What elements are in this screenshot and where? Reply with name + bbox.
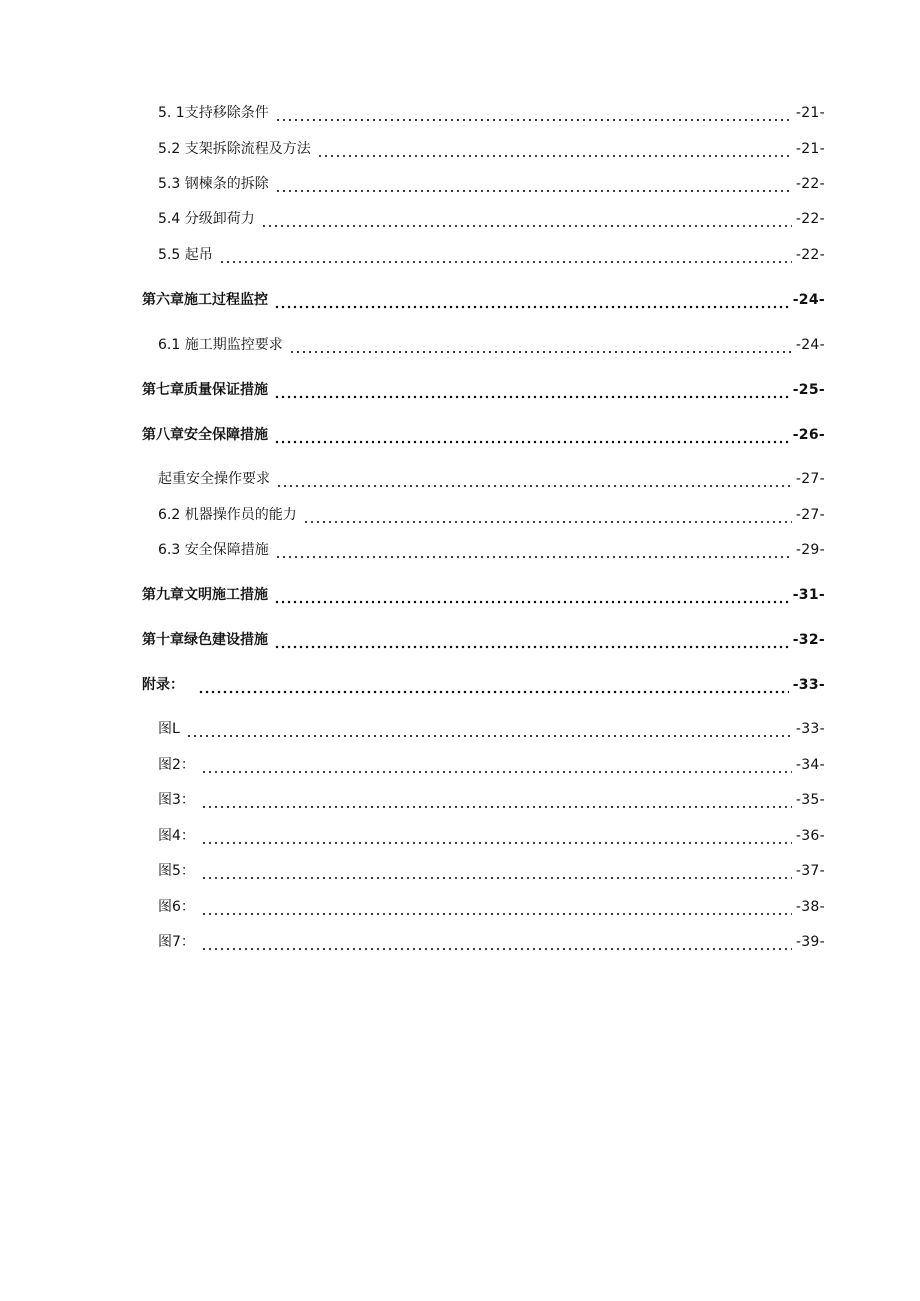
toc-entry-label: 图4： — [158, 828, 195, 844]
toc-chapter-entry[interactable] — [0, 288, 920, 310]
toc-entry-page: -38- — [795, 899, 825, 915]
toc-entry-page: -34- — [795, 757, 825, 773]
toc-chapter-page: -31- — [792, 587, 825, 603]
toc-entry-label: 图3： — [158, 792, 195, 808]
toc-entry-label: 图L — [158, 721, 180, 737]
toc-chapter-entry[interactable] — [0, 583, 920, 605]
toc-entry[interactable] — [0, 137, 920, 159]
toc-chapter-label: 第九章文明施工措施 — [142, 587, 268, 603]
toc-appendix-entry[interactable] — [0, 673, 920, 695]
toc-entry[interactable] — [0, 467, 920, 489]
toc-leader-dots — [317, 139, 792, 159]
toc-entry[interactable] — [0, 930, 920, 952]
toc-chapter-page: -24- — [792, 292, 825, 308]
toc-entry-page: -27- — [795, 471, 825, 487]
toc-entry-page: -21- — [795, 141, 825, 157]
toc-leader-dots — [201, 755, 792, 775]
toc-chapter-page: -25- — [792, 382, 825, 398]
toc-entry-page: -37- — [795, 863, 825, 879]
toc-chapter-entry[interactable] — [0, 378, 920, 400]
toc-leader-dots — [276, 469, 792, 489]
toc-leader-dots — [275, 174, 792, 194]
toc-entry-label: 5.2 支架拆除流程及方法 — [158, 141, 311, 157]
toc-leader-dots — [303, 505, 792, 525]
toc-entry[interactable] — [0, 172, 920, 194]
toc-leader-dots — [274, 630, 789, 650]
toc-entry[interactable] — [0, 788, 920, 810]
toc-chapter-page: -32- — [792, 632, 825, 648]
toc-entry-page: -22- — [795, 247, 825, 263]
toc-entry[interactable] — [0, 753, 920, 775]
toc-chapter-label: 附录： — [142, 677, 184, 693]
toc-entry-page: -35- — [795, 792, 825, 808]
toc-chapter-page: -26- — [792, 427, 825, 443]
toc-entry[interactable] — [0, 243, 920, 265]
toc-entry[interactable] — [0, 207, 920, 229]
toc-leader-dots — [201, 826, 792, 846]
toc-entry-page: -33- — [795, 721, 825, 737]
toc-entry-label: 图5： — [158, 863, 195, 879]
toc-chapter-entry[interactable] — [0, 423, 920, 445]
toc-leader-dots — [274, 380, 789, 400]
toc-entry-label: 起重安全操作要求 — [158, 471, 270, 487]
toc-chapter-page: -33- — [792, 677, 825, 693]
toc-leader-dots — [198, 675, 789, 695]
toc-entry[interactable] — [0, 101, 920, 123]
toc-entry-page: -36- — [795, 828, 825, 844]
toc-chapter-label: 第八章安全保障措施 — [142, 427, 268, 443]
toc-entry-page: -24- — [795, 337, 825, 353]
toc-entry[interactable] — [0, 824, 920, 846]
toc-entry-label: 5.5 起吊 — [158, 247, 213, 263]
toc-entry-label: 图6： — [158, 899, 195, 915]
toc-entry[interactable] — [0, 333, 920, 355]
toc-entry-page: -22- — [795, 211, 825, 227]
toc-entry-label: 图7： — [158, 934, 195, 950]
toc-leader-dots — [289, 335, 792, 355]
toc-chapter-entry[interactable] — [0, 628, 920, 650]
toc-entry-page: -29- — [795, 542, 825, 558]
toc-entry-label: 6.3 安全保障措施 — [158, 542, 269, 558]
toc-entry-page: -22- — [795, 176, 825, 192]
toc-entry-label: 5.3 钢楝条的拆除 — [158, 176, 269, 192]
toc-entry-page: -21- — [795, 105, 825, 121]
toc-leader-dots — [219, 245, 792, 265]
toc-leader-dots — [201, 790, 792, 810]
toc-entry-page: -27- — [795, 507, 825, 523]
toc-leader-dots — [275, 540, 792, 560]
toc-leader-dots — [275, 103, 792, 123]
toc-entry-label: 6.2 机器操作员的能力 — [158, 507, 297, 523]
toc-leader-dots — [186, 719, 792, 739]
toc-entry-label: 5. 1支持移除条件 — [158, 105, 269, 121]
toc-leader-dots — [274, 425, 789, 445]
toc-entry-label: 6.1 施工期监控要求 — [158, 337, 283, 353]
toc-entry[interactable] — [0, 503, 920, 525]
toc-leader-dots — [201, 932, 792, 952]
toc-chapter-label: 第七章质量保证措施 — [142, 382, 268, 398]
toc-entry-label: 图2： — [158, 757, 195, 773]
toc-entry[interactable] — [0, 538, 920, 560]
toc-leader-dots — [201, 861, 792, 881]
toc-leader-dots — [274, 585, 789, 605]
toc-entry[interactable] — [0, 859, 920, 881]
toc-leader-dots — [274, 290, 789, 310]
toc-entry-page: -39- — [795, 934, 825, 950]
toc-entry[interactable] — [0, 895, 920, 917]
toc-leader-dots — [261, 209, 792, 229]
toc-chapter-label: 第十章绿色建设措施 — [142, 632, 268, 648]
toc-leader-dots — [201, 897, 792, 917]
toc-chapter-label: 第六章施工过程监控 — [142, 292, 268, 308]
toc-entry[interactable] — [0, 717, 920, 739]
toc-entry-label: 5.4 分级卸荷力 — [158, 211, 255, 227]
